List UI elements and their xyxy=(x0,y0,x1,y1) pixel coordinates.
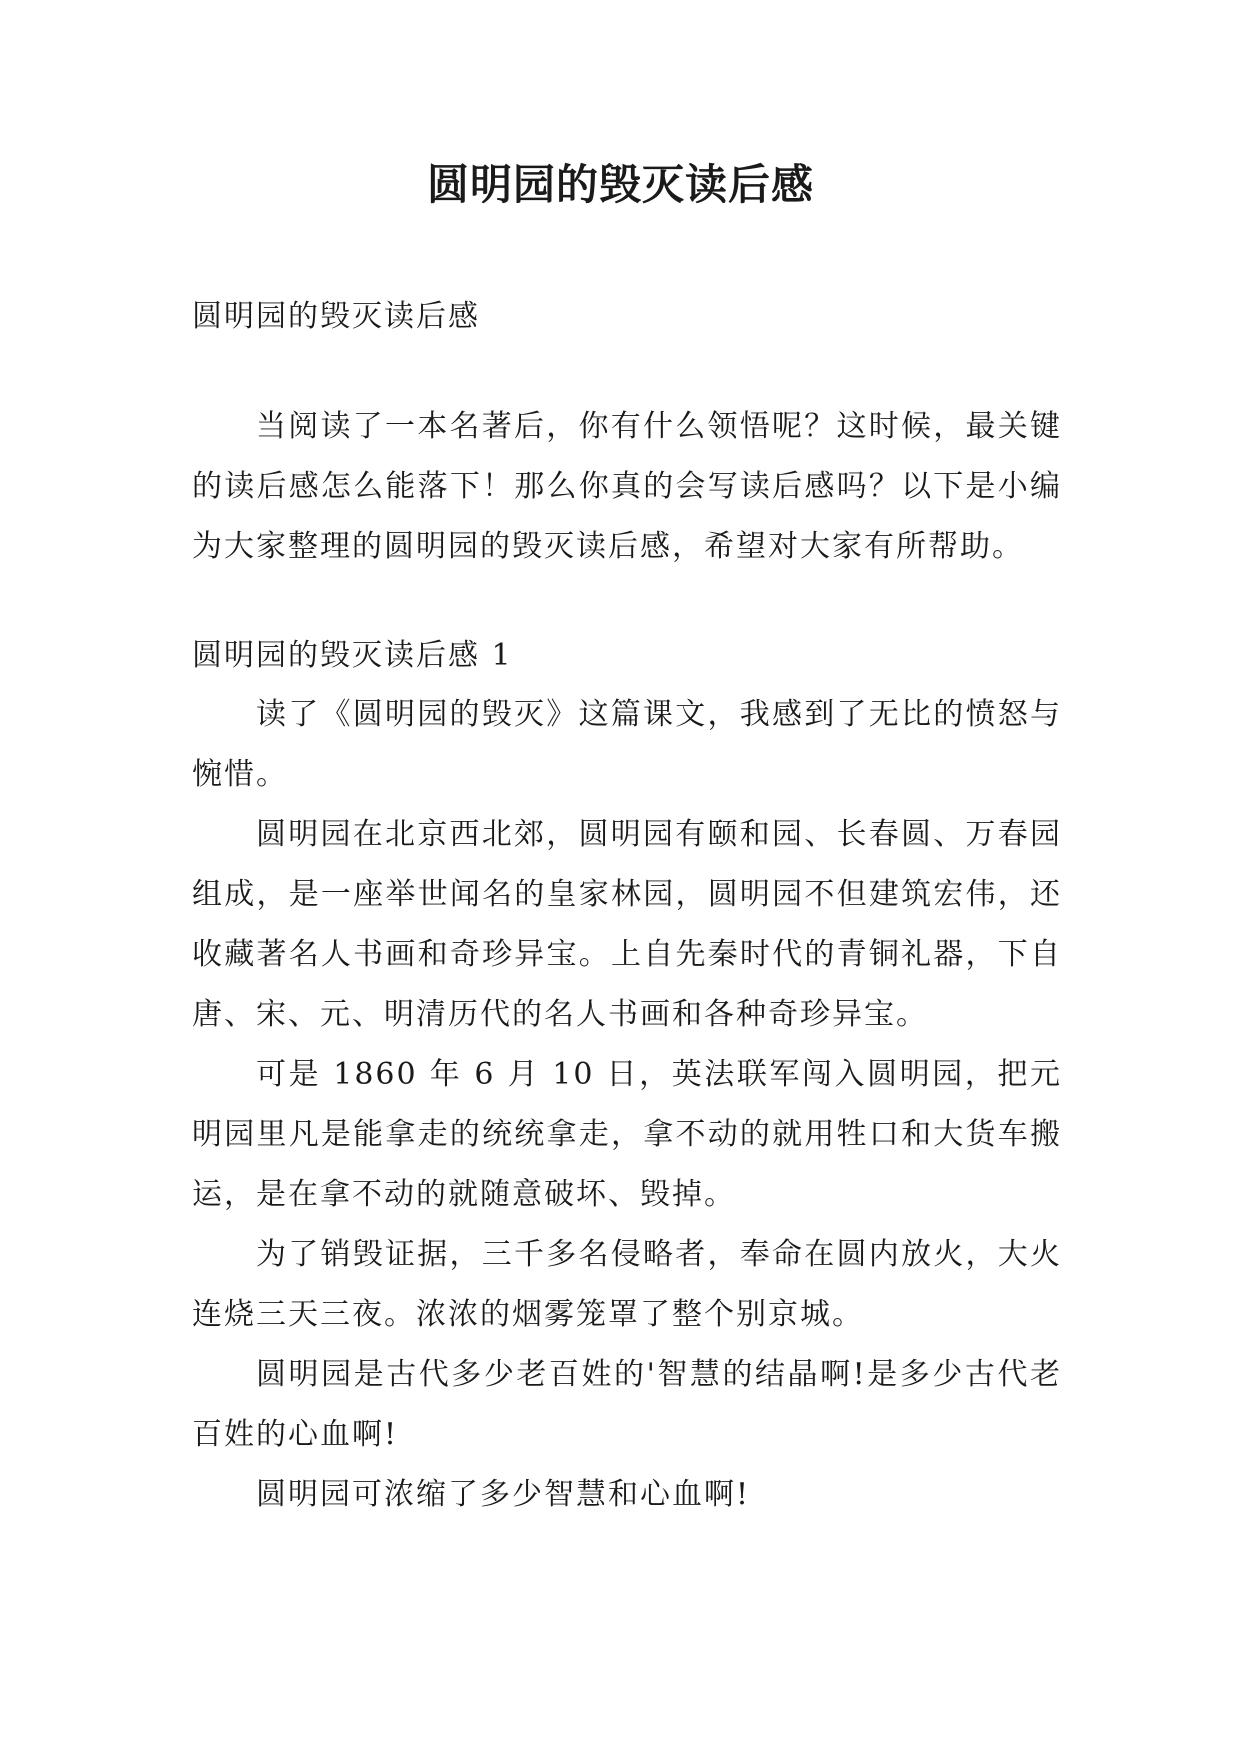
document-body xyxy=(192,287,1062,1525)
body-paragraph: 可是 1860 年 6 月 10 日，英法联军闯入圆明园，把元明园里凡是能拿走的统统拿走，拿不动的就用牲口和大货车搬运，是在拿不动的就随意破坏、毁掉。 xyxy=(192,1057,1062,1212)
section-heading: 圆明园的毁灭读后感 1 xyxy=(192,638,513,673)
document-title: 圆明园的毁灭读后感 xyxy=(426,160,814,209)
body-paragraph: 读了《圆明园的毁灭》这篇课文，我感到了无比的愤怒与惋惜。 xyxy=(192,697,1062,792)
body-paragraph: 圆明园在北京西北郊，圆明园有颐和园、长春圆、万春园组成，是一座举世闻名的皇家林园，圆明园不但建筑宏伟，还收藏著名人书画和奇珍异宝。上自先秦时代的青铜礼器，下自唐、宋、元、明清历代的名人书画和各种奇珍异宝。 xyxy=(192,817,1062,1032)
body-paragraph: 圆明园是古代多少老百姓的'智慧的结晶啊!是多少古代老百姓的心血啊! xyxy=(192,1357,1062,1452)
intro-paragraph: 当阅读了一本名著后，你有什么领悟呢？这时候，最关键的读后感怎么能落下！那么你真的会写读后感吗？以下是小编为大家整理的圆明园的毁灭读后感，希望对大家有所帮助。 xyxy=(192,409,1062,564)
document-subtitle: 圆明园的毁灭读后感 xyxy=(192,299,480,334)
body-paragraph: 为了销毁证据，三千多名侵略者，奉命在圆内放火，大火连烧三天三夜。浓浓的烟雾笼罩了整个别京城。 xyxy=(192,1237,1062,1332)
body-paragraph: 圆明园可浓缩了多少智慧和心血啊! xyxy=(256,1477,751,1512)
